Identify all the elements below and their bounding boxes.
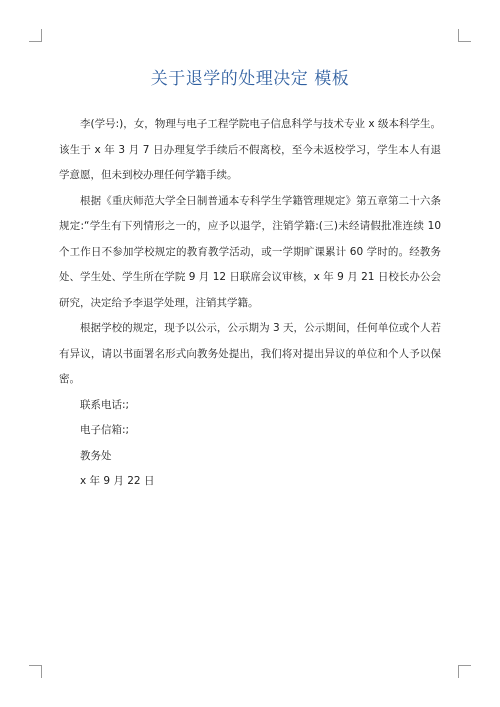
page-corner-mark-bottom-left bbox=[29, 665, 42, 678]
contact-phone: 联系电话:; bbox=[80, 398, 130, 411]
paragraph-public-notice: 根据学校的规定，现予以公示，公示期为 3 天，公示期间，任何单位或个人若有异议，请以书面署名形式向教务处提出，我们将对提出异议的单位和个人予以保密。 bbox=[59, 322, 441, 385]
document-body bbox=[59, 112, 441, 495]
issue-date: x 年 9 月 22 日 bbox=[80, 475, 155, 487]
document-title: 关于退学的处理决定 模板 bbox=[150, 69, 350, 89]
issuer: 教务处 bbox=[80, 449, 112, 462]
paragraph-student-info: 李(学号:)，女，物理与电子工程学院电子信息科学与技术专业 x 级本科学生。该生于 x 年 3 月 7 日办理复学手续后不假离校，至今未返校学习，学生本人有退学意愿，但未到校办理任何学籍手续。 bbox=[59, 118, 441, 181]
paragraph-regulation: 根据《重庆师范大学全日制普通本专科学生学籍管理规定》第五章第二十六条规定:“学生有下列情形之一的，应予以退学，注销学籍:(三)未经请假批准连续 10 个工作日不参加学校规定的教育教学活动，或一学期旷课累计 60 学时的。经教务处、学生处、学生所在学院 9 月 12 日联席会议审核，x 年 9 月 21 日校长办公会研究，决定给予李退学处理，注销其学籍。 bbox=[59, 194, 441, 309]
contact-email: 电子信箱:; bbox=[80, 424, 130, 436]
page-corner-mark-top-left bbox=[29, 29, 42, 42]
page-corner-mark-top-right bbox=[458, 29, 471, 42]
page-corner-mark-bottom-right bbox=[458, 665, 471, 678]
